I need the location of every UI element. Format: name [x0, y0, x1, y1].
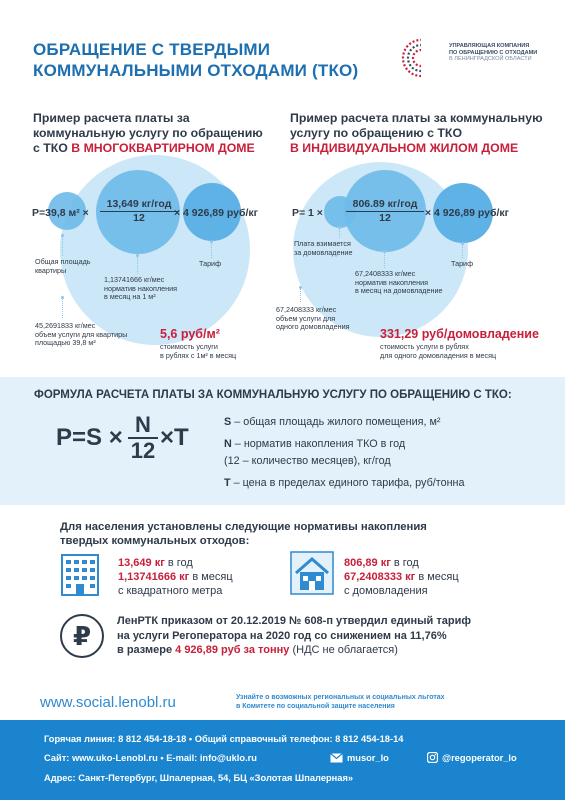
formula-fraction: N 12 [128, 413, 158, 463]
label-household: Плата взимается за домовладение [294, 239, 353, 257]
ruble-icon: ₽ [60, 614, 104, 658]
page-title: ОБРАЩЕНИЕ С ТВЕРДЫМИ КОММУНАЛЬНЫМИ ОТХОДАМИ (ТКО) [33, 40, 359, 80]
tariff-text: ЛенРТК приказом от 20.12.2019 № 608-п утвердил единый тариф на услуги Регоператора на 2020 год со снижением на 11,76% в размере 4 926,89 руб за тонну (НДС не облагается) [117, 615, 471, 656]
example-right-heading: Пример расчета платы за коммунальную услугу по обращению с ТКО В ИНДИВИДУАЛЬНОМ ЖИЛОМ ДОМЕ [290, 111, 543, 155]
result-desc-left: стоимость услуги в рублях с 1м² в месяц [160, 342, 237, 360]
norms-title: Для населения установлены следующие нормативы накопления твердых коммунальных отходов: [60, 521, 427, 547]
label-norm-left: 1,13741666 кг/мес норматив накопления в месяц на 1 м² [104, 275, 178, 302]
example-left-heading: Пример расчета платы за коммунальную услугу по обращению с ТКО В МНОГОКВАРТИРНОМ ДОМЕ [33, 111, 263, 155]
formula-title: ФОРМУЛА РАСЧЕТА ПЛАТЫ ЗА КОММУНАЛЬНУЮ УСЛУГУ ПО ОБРАЩЕНИЮ С ТКО: [34, 389, 512, 401]
label-tarif-right: Тариф [451, 259, 473, 268]
footer-instagram-handle[interactable]: @regoperator_lo [442, 753, 517, 763]
footer-mail-handle[interactable]: musor_lo [347, 753, 389, 763]
norm-apartment: 13,649 кг в год 1,13741666 кг в месяц с квадратного метра [118, 557, 233, 597]
result-left: 5,6 руб/м² [160, 327, 220, 341]
def-n: N – норматив накопления ТКО в год [224, 438, 406, 450]
example-left-fraction: 13,649 кг/год 12 [100, 198, 178, 224]
label-area: Общая площадь квартиры [35, 257, 91, 275]
label-tarif-left: Тариф [199, 259, 221, 268]
company-logo-icon [400, 36, 442, 80]
formula-big: P=S × [56, 424, 123, 451]
footer-address: Адрес: Санкт-Петербург, Шпалерная, 54, БЦ «Золотая Шпалерная» [44, 773, 354, 783]
label-norm-right: 67,2408333 кг/мес норматив накопления в месяц на домовладение [355, 269, 443, 296]
footer-phones: Горячая линия: 8 812 454-18-18 • Общий справочный телефон: 8 812 454-18-14 [44, 734, 404, 744]
social-site-link[interactable]: www.social.lenobl.ru [40, 694, 176, 711]
label-volume-left: 45,2691833 кг/мес объем услуги для квартиры площадью 39,8 м² [35, 321, 128, 348]
example-right-fraction: 806.89 кг/год 12 [346, 198, 424, 224]
formula-t: ×T [160, 424, 189, 451]
label-volume-right: 67,2408333 кг/мес объем услуги для одного домовладения [276, 305, 350, 332]
def-t: T – цена в пределах единого тарифа, руб/тонна [224, 477, 465, 489]
social-site-note: Узнайте о возможных региональных и социальных льготах в Комитете по социальной защите населения [236, 694, 445, 710]
mail-icon [330, 753, 343, 763]
result-desc-right: стоимость услуги в рублях для одного домовладения в месяц [380, 342, 497, 360]
house-icon [290, 551, 334, 595]
example-left-p: P=39,8 м² × [32, 207, 89, 219]
result-right: 331,29 руб/домовладение [380, 327, 539, 341]
norm-house: 806,89 кг в год 67,2408333 кг в месяц с домовладения [344, 557, 459, 597]
def-s: S – общая площадь жилого помещения, м² [224, 416, 441, 428]
example-right-p: P= 1 × [292, 207, 323, 219]
example-right-tarif: × 4 926,89 руб/кг [425, 207, 509, 219]
example-left-tarif: × 4 926,89 руб/кг [174, 207, 258, 219]
logo-text: УПРАВЛЯЮЩАЯ КОМПАНИЯ ПО ОБРАЩЕНИЮ С ОТХОДАМИ В ЛЕНИНГРАДСКОЙ ОБЛАСТИ [449, 43, 538, 63]
instagram-icon [427, 752, 438, 763]
footer-site-email[interactable]: Сайт: www.uko-Lenobl.ru • E-mail: info@uklo.ru [44, 753, 257, 763]
apartment-building-icon [60, 553, 100, 597]
def-n2: (12 – количество месяцев), кг/год [224, 455, 391, 467]
